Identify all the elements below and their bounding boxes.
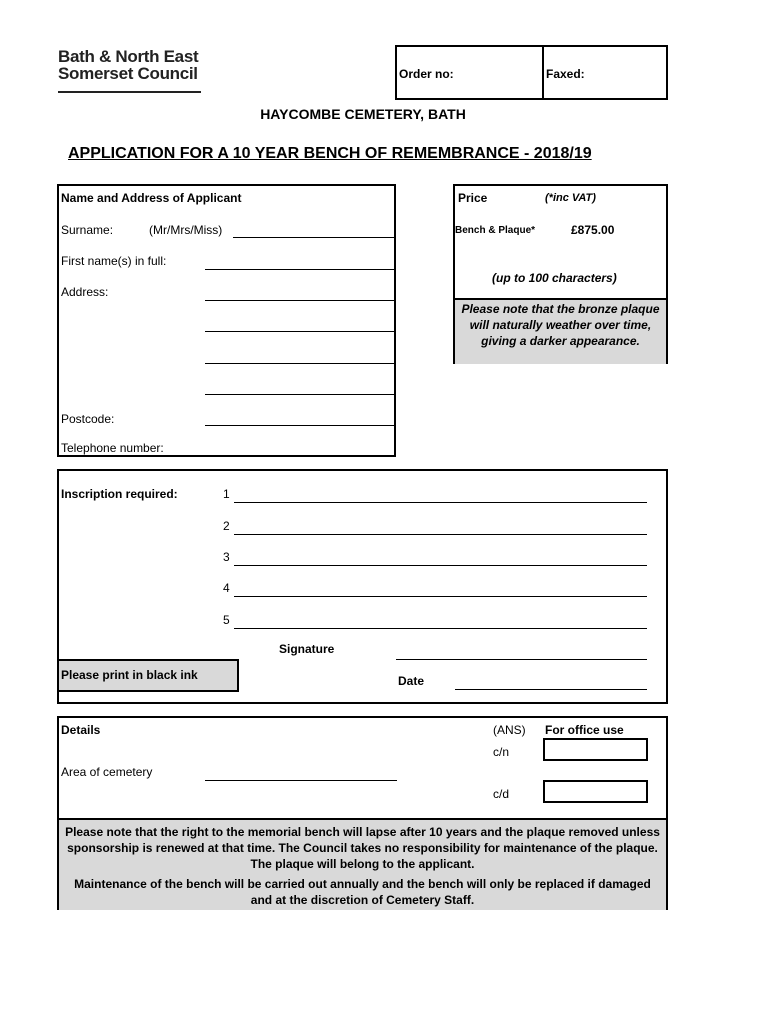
bronze-plaque-note-box <box>455 298 666 364</box>
first-name-label: First name(s) in full: <box>61 254 167 268</box>
postcode-label: Postcode: <box>61 412 115 426</box>
character-limit-note: (up to 100 characters) <box>492 271 617 285</box>
telephone-label: Telephone number: <box>61 441 164 455</box>
address-field-line-4[interactable] <box>205 394 396 395</box>
cn-label: c/n <box>493 745 510 759</box>
logo-line-1: Bath & North East <box>58 47 199 66</box>
cemetery-heading: HAYCOMBE CEMETERY, BATH <box>260 106 466 122</box>
signature-field[interactable] <box>396 659 647 660</box>
area-of-cemetery-field[interactable] <box>205 780 397 781</box>
ans-label: (ANS) <box>493 723 526 737</box>
inscription-line-5[interactable] <box>234 628 647 629</box>
black-ink-note: Please print in black ink <box>61 668 198 682</box>
first-name-field[interactable] <box>205 269 396 270</box>
inscription-line-number: 3 <box>223 550 230 564</box>
inscription-line-2[interactable] <box>234 534 647 535</box>
address-label: Address: <box>61 285 109 299</box>
office-use-label: For office use <box>545 723 624 737</box>
logo-line-2: Somerset Council <box>58 64 198 83</box>
date-label: Date <box>398 674 425 688</box>
inscription-line-4[interactable] <box>234 596 647 597</box>
area-of-cemetery-label: Area of cemetery <box>61 765 153 779</box>
address-field-line-2[interactable] <box>205 331 396 332</box>
terms-note-2: Maintenance of the bench will be carried out annually and the bench will only be replaced if damaged and at the discretion of Cemetery Staff. <box>74 877 651 907</box>
price-label: Price <box>458 191 488 205</box>
cn-field[interactable] <box>543 738 648 761</box>
price-item-label: Bench & Plaque* <box>455 225 536 236</box>
cd-label: c/d <box>493 787 510 801</box>
address-field-line-1[interactable] <box>205 300 396 301</box>
postcode-field[interactable] <box>205 425 396 426</box>
applicant-section-title: Name and Address of Applicant <box>61 191 242 205</box>
price-amount: £875.00 <box>571 223 615 237</box>
date-field[interactable] <box>455 689 647 690</box>
inscription-line-3[interactable] <box>234 565 647 566</box>
terms-note-1: Please note that the right to the memorial bench will lapse after 10 years and the plaque removed unless sponsorship is renewed at that time. The Council takes no responsibility for maintenance of the plaque. The plaque will belong to the applicant. <box>65 825 660 871</box>
bronze-plaque-note: Please note that the bronze plaque will naturally weather over time, giving a darker appearance. <box>461 302 660 348</box>
cd-field[interactable] <box>543 780 648 803</box>
price-section <box>453 184 668 364</box>
details-label: Details <box>61 723 101 737</box>
inscription-label: Inscription required: <box>61 487 178 501</box>
order-faxed-divider <box>542 47 544 98</box>
inscription-line-1[interactable] <box>234 502 647 503</box>
inscription-line-number: 5 <box>223 613 230 627</box>
surname-field[interactable] <box>233 237 396 238</box>
address-field-line-3[interactable] <box>205 363 396 364</box>
black-ink-note-box <box>59 659 239 692</box>
applicant-section <box>57 184 396 457</box>
logo-underline <box>58 91 201 93</box>
signature-label: Signature <box>279 642 335 656</box>
inscription-line-number: 2 <box>223 519 230 533</box>
faxed-label: Faxed: <box>546 67 585 81</box>
order-no-label: Order no: <box>399 67 454 81</box>
surname-label: Surname: <box>61 223 114 237</box>
inscription-section <box>57 469 668 704</box>
inscription-line-number: 1 <box>223 487 230 501</box>
vat-note: (*inc VAT) <box>545 192 596 204</box>
terms-note-box <box>59 818 666 910</box>
details-section <box>57 716 668 910</box>
council-logo <box>58 48 203 96</box>
page-title: APPLICATION FOR A 10 YEAR BENCH OF REMEMBRANCE - 2018/19 <box>68 145 592 162</box>
title-options-label: (Mr/Mrs/Miss) <box>149 223 223 237</box>
inscription-line-number: 4 <box>223 581 230 595</box>
order-faxed-box <box>395 45 668 100</box>
